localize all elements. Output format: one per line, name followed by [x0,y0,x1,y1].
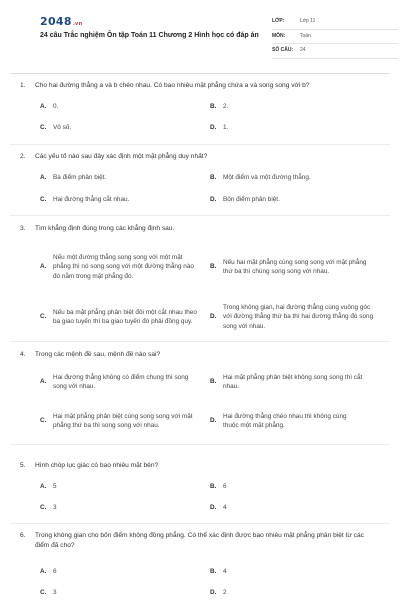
document-header [20,0,378,72]
option-a[interactable] [40,102,58,111]
option-text: Hai mặt phẳng phân biệt không song song thì cắt nhau. [223,373,363,390]
option-letter: C. [40,313,47,321]
option-text: 4 [223,568,227,575]
option-letter: B. [210,263,217,271]
option-text: 2 [223,589,227,596]
meta-label: SỐ CÂU: [272,47,294,54]
option-b[interactable] [210,102,228,111]
option-c[interactable] [40,503,57,512]
option-c[interactable] [40,195,129,204]
option-a[interactable] [40,173,106,182]
option-text: Nếu ba mặt phẳng phân biệt đôi một cắt nhau theo ba giao tuyến thì ba giao tuyến đó phải đồng quy. [53,308,197,325]
header-divider [10,73,390,74]
document-title: 24 câu Trắc nghiệm Ôn tập Toán 11 Chương 2 Hình học có đáp án [40,32,259,39]
question-stem: Trong không gian cho bốn điểm không đồng phẳng. Có thể xác định được bao nhiêu mặt phẳng phân biệt từ các điểm đã cho? [35,532,364,549]
option-text: 1. [223,124,229,131]
option-d[interactable] [210,588,227,597]
option-letter: A. [40,483,47,490]
option-letter: D. [210,313,217,321]
option-text: Hai đường thẳng không có điểm chung thì song song với nhau. [53,373,189,390]
option-letter: D. [210,589,217,596]
option-letter: B. [210,483,217,490]
meta-label: LỚP: [272,18,285,25]
meta-row-count [272,44,398,59]
option-letter: B. [210,378,217,386]
option-d[interactable] [210,300,375,334]
option-letter: C. [40,589,47,596]
question-divider [10,144,390,145]
option-letter: C. [40,124,47,131]
option-a[interactable] [40,244,201,290]
question-number: 4. [20,351,26,358]
option-b[interactable] [210,244,375,290]
question-number: 2. [20,153,26,160]
option-letter: D. [210,417,217,425]
option-text: 4 [223,504,227,511]
option-text: 2. [223,103,229,110]
meta-row-subject [272,30,398,45]
question-stem: Cho hai đường thẳng a và b chéo nhau. Có bao nhiêu mặt phẳng chứa a và song song với b? [35,82,310,89]
question-text [20,350,380,360]
option-text: 3 [53,504,57,511]
option-b[interactable] [210,173,311,182]
option-text: Nếu hai mặt phẳng cùng song song với mặt phẳng thứ ba thì chúng song song với nhau. [223,258,367,275]
option-text: 5 [53,483,57,490]
option-a[interactable] [40,482,57,491]
question-text [20,224,380,234]
option-a[interactable] [40,370,201,394]
meta-value: 24 [300,47,306,54]
option-letter: A. [40,568,47,575]
option-d[interactable] [210,195,280,204]
question-text [20,81,380,91]
site-logo[interactable] [40,14,82,30]
option-c[interactable] [40,588,57,597]
option-a[interactable] [40,567,57,576]
option-c[interactable] [40,404,199,438]
option-d[interactable] [210,503,227,512]
question-divider [10,215,390,216]
option-c[interactable] [40,123,71,132]
option-d[interactable] [210,123,228,132]
question-text [20,531,380,550]
document-meta [272,15,398,59]
meta-value: Toán [300,32,311,39]
option-text: 0. [53,103,59,110]
question-stem: Trong các mệnh đề sau, mệnh đề nào sai? [35,351,161,358]
option-letter: D. [210,504,217,511]
option-letter: B. [210,174,217,181]
question-number: 3. [20,225,26,232]
question-1 [20,81,380,131]
meta-row-class [272,15,398,30]
option-text: Hai đường thẳng chéo nhau thì không cùng thuộc một mặt phẳng. [223,412,347,429]
option-text: 3 [53,589,57,596]
question-text [20,152,380,162]
question-text [20,461,380,471]
option-d[interactable] [210,404,363,438]
option-letter: D. [210,124,217,131]
option-c[interactable] [40,300,203,334]
option-text: Ba điểm phân biệt. [53,174,107,181]
option-text: Bốn điểm phân biệt. [223,196,280,203]
meta-label: MÔN: [272,32,286,39]
question-divider [10,523,390,524]
question-divider [10,341,390,342]
option-text: Hai mặt phẳng phân biệt cùng song song với mặt phẳng thứ ba thì song song với nhau. [53,412,193,429]
question-number: 6. [20,532,26,539]
option-text: Trong không gian, hai đường thẳng cùng vuông góc với đường thẳng thứ ba thì hai đường thẳng đó song song với nhau. [223,304,374,330]
option-text: Nếu một đường thẳng song song với một mặt phẳng thì nó song song với một đường thẳng nào đó nằm trong mặt phẳng đó. [53,254,194,280]
option-b[interactable] [210,482,227,491]
option-text: Hai đường thẳng cắt nhau. [53,196,130,203]
option-letter: C. [40,504,47,511]
question-4 [20,350,380,429]
question-3 [20,224,380,330]
option-text: 6 [223,483,227,490]
question-2 [20,152,380,203]
option-letter: C. [40,417,47,425]
option-letter: D. [210,196,217,203]
question-stem: Các yếu tố nào sau đây xác định một mặt phẳng duy nhất? [35,153,208,160]
option-b[interactable] [210,567,227,576]
question-6 [20,531,380,596]
question-divider [10,444,390,445]
option-b[interactable] [210,370,377,394]
option-letter: B. [210,103,217,110]
option-text: 6 [53,568,57,575]
option-letter: A. [40,103,47,110]
question-5 [20,461,380,511]
meta-value: Lớp 11 [300,18,316,25]
logo-text: 2048 [40,15,72,28]
option-letter: A. [40,263,47,271]
logo-suffix: .vn [72,21,83,27]
question-number: 1. [20,82,26,89]
question-number: 5. [20,462,26,469]
question-stem: Tìm khẳng định đúng trong các khẳng định sau. [35,225,175,232]
option-letter: B. [210,568,217,575]
option-letter: A. [40,378,47,386]
option-letter: C. [40,196,47,203]
option-text: Một điểm và một đường thẳng. [223,174,311,181]
option-letter: A. [40,174,47,181]
option-text: Vô số. [53,124,72,131]
question-stem: Hình chóp lục giác có bao nhiêu mặt bên? [35,462,159,469]
